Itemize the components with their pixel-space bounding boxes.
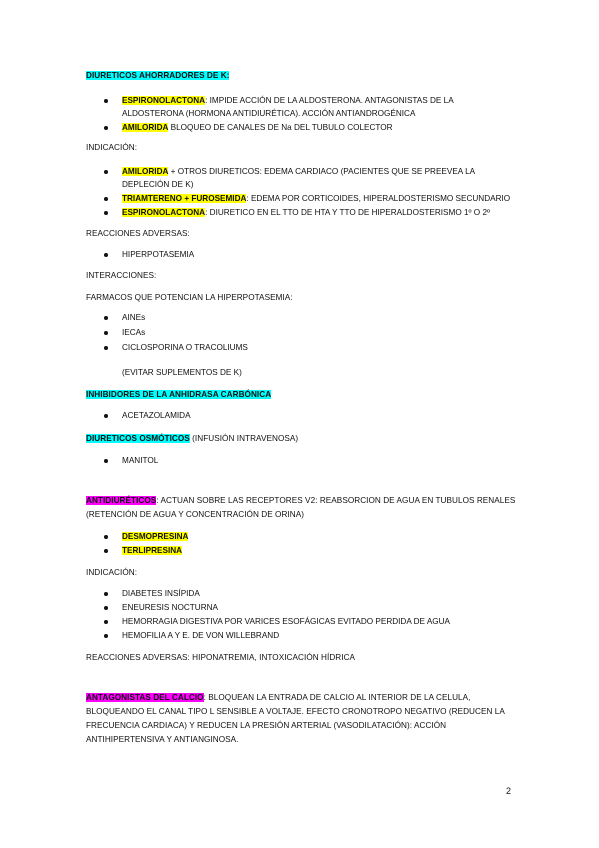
bullet (104, 211, 108, 215)
list-item: ESPIRONOLACTONA: IMPIDE ACCIÓN DE LA ALDOSTERONA. ANTAGONISTAS DE LA (122, 96, 454, 105)
indication-label: INDICACIÓN: (86, 568, 138, 577)
bullet (104, 126, 108, 130)
bullet (104, 99, 108, 103)
interactions-label: INTERACCIONES: (86, 271, 157, 280)
bullet (104, 606, 108, 610)
list-item: HIPERPOTASEMIA (122, 250, 195, 259)
bullet (104, 253, 108, 257)
heading-osmoticos: DIURETICOS OSMÓTICOS (INFUSIÓN INTRAVENOSA) (86, 434, 299, 443)
list-item: AINEs (122, 313, 146, 322)
bullet (104, 535, 108, 539)
list-item: HEMOFILIA A Y E. DE VON WILLEBRAND (122, 631, 280, 640)
list-item: MANITOL (122, 456, 159, 465)
list-item: TRIAMTERENO + FUROSEMIDA: EDEMA POR CORTICOIDES, HIPERALDOSTERISMO SECUNDARIO (122, 194, 511, 203)
bullet (104, 346, 108, 350)
list-item: AMILORIDA + OTROS DIURETICOS: EDEMA CARDIACO (PACIENTES QUE SE PREEVEA LA (122, 167, 476, 176)
list-item: IECAs (122, 328, 146, 337)
heading-anhidrasa: INHIBIDORES DE LA ANHIDRASA CARBÓNICA (86, 390, 272, 399)
paragraph-line: ANTIHIPERTENSIVA Y ANTIANGINOSA. (86, 735, 239, 744)
list-item-continuation: DEPLECIÓN DE K) (122, 180, 194, 189)
bullet (104, 620, 108, 624)
paragraph-line: FRECUENCIA CARDIACA) Y REDUCEN LA PRESIÓN ARTERIAL (VASODILATACIÓN): ACCIÓN (86, 721, 447, 730)
bullet (104, 197, 108, 201)
list-item: ACETAZOLAMIDA (122, 411, 191, 420)
list-item: ESPIRONOLACTONA: DIURETICO EN EL TTO DE HTA Y TTO DE HIPERALDOSTERISMO 1º O 2º (122, 208, 490, 217)
list-item: DIABETES INSÍPIDA (122, 589, 200, 598)
bullet (104, 634, 108, 638)
bullet (104, 549, 108, 553)
heading-antagonistas-calcio: ANTAGONISTAS DEL CALCIO: BLOQUEAN LA ENTRADA DE CALCIO AL INTERIOR DE LA CELULA, (86, 693, 471, 702)
indication-label: INDICACIÓN: (86, 143, 138, 152)
bullet (104, 170, 108, 174)
heading-antidiureticos: ANTIDIURÉTICOS: ACTUAN SOBRE LAS RECEPTORES V2: REABSORCION DE AGUA EN TUBULOS RENALES (86, 496, 516, 505)
list-item: AMILORIDA BLOQUEO DE CANALES DE Na DEL TUBULO COLECTOR (122, 123, 393, 132)
paragraph-line: (RETENCIÓN DE AGUA Y CONCENTRACIÓN DE ORINA) (86, 510, 304, 519)
note: (EVITAR SUPLEMENTOS DE K) (122, 368, 242, 377)
heading-diureticos-ahorradores: DIURETICOS AHORRADORES DE K: (86, 71, 230, 80)
list-item: ENEURESIS NOCTURNA (122, 603, 218, 612)
page-number: 2 (506, 786, 512, 796)
adverse-label: REACCIONES ADVERSAS: (86, 229, 190, 238)
potentiate-label: FARMACOS QUE POTENCIAN LA HIPERPOTASEMIA: (86, 293, 293, 302)
list-item: TERLIPRESINA (122, 546, 183, 555)
list-item: HEMORRAGIA DIGESTIVA POR VARICES ESOFÁGICAS EVITADO PERDIDA DE AGUA (122, 617, 451, 626)
list-item: DESMOPRESINA (122, 532, 189, 541)
bullet (104, 316, 108, 320)
paragraph-line: BLOQUEANDO EL CANAL TIPO L SENSIBLE A VOLTAJE. EFECTO CRONOTROPO NEGATIVO (REDUCEN LA (86, 707, 505, 716)
bullet (104, 459, 108, 463)
list-item-continuation: ALDOSTERONA (HORMONA ANTIDIURÉTICA). ACCIÓN ANTIANDROGÉNICA (122, 109, 416, 118)
bullet (104, 592, 108, 596)
bullet (104, 414, 108, 418)
bullet (104, 331, 108, 335)
list-item: CICLOSPORINA O TRACOLIUMS (122, 343, 248, 352)
adverse-line: REACCIONES ADVERSAS: HIPONATREMIA, INTOXICACIÓN HÍDRICA (86, 653, 356, 662)
